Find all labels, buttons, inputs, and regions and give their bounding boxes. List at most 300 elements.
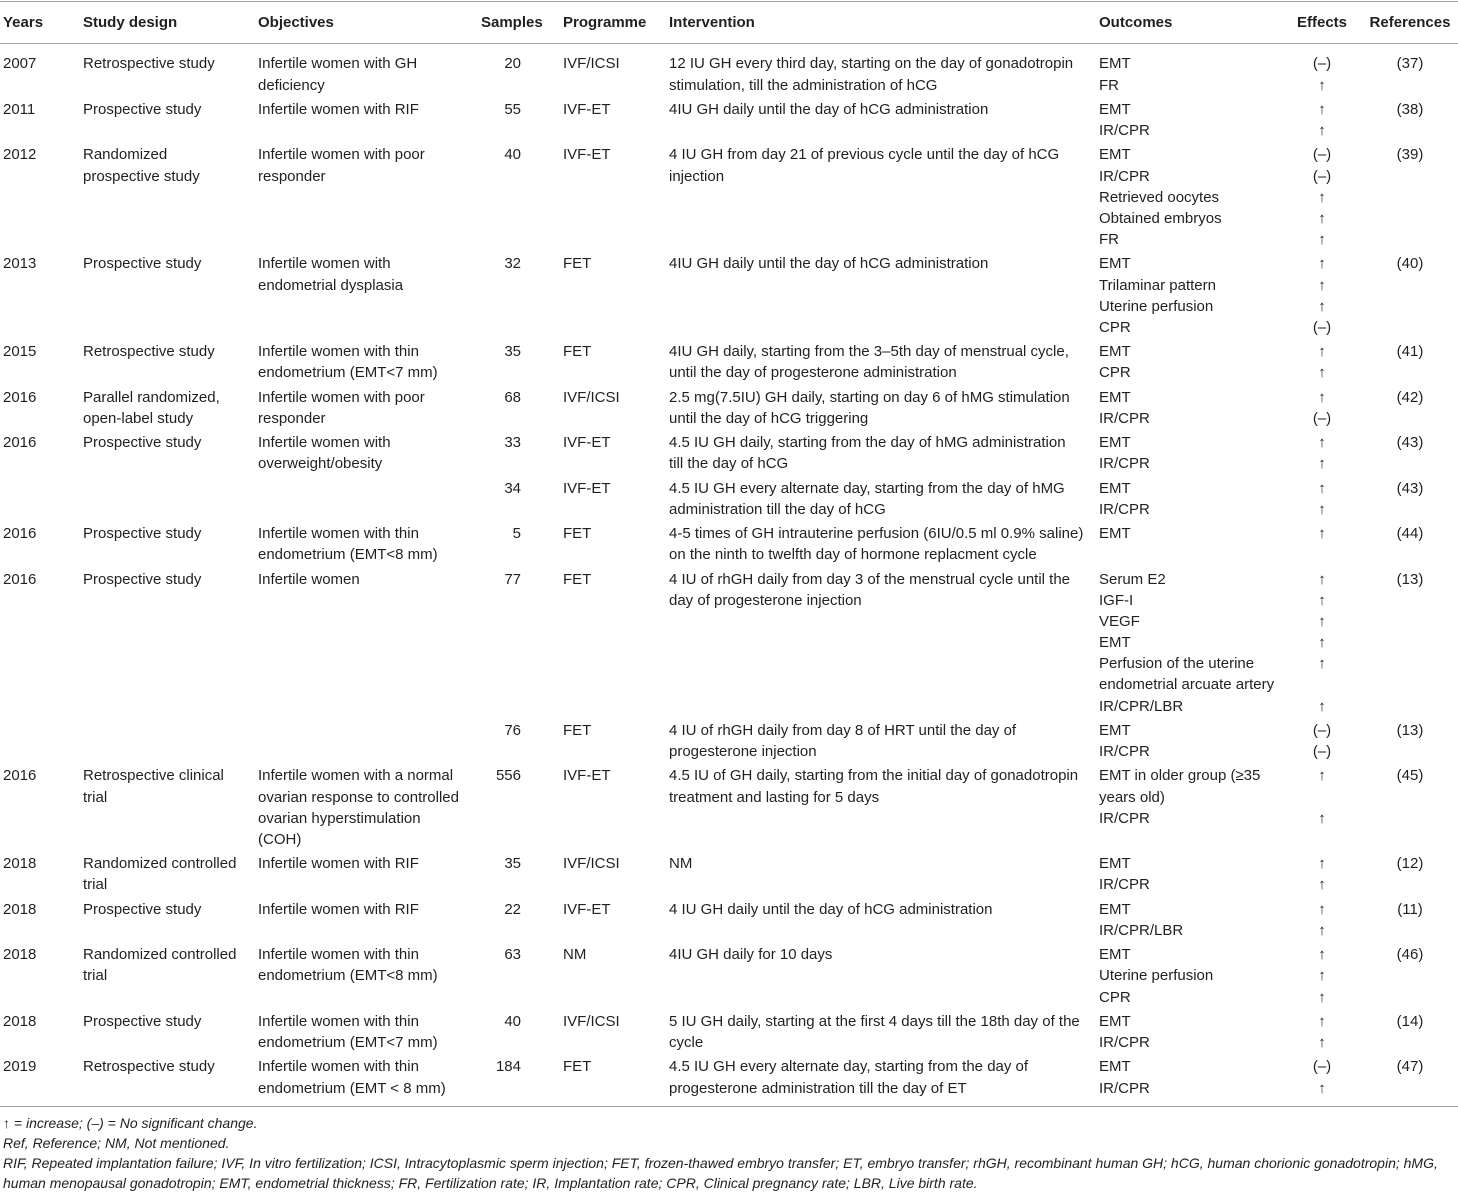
outcome-item bbox=[1099, 432, 1362, 453]
samples-value: 35 bbox=[504, 855, 521, 873]
cell-outcomes-effects bbox=[1099, 899, 1362, 941]
table-row bbox=[0, 144, 1458, 250]
footnote: RIF, Repeated implantation failure; IVF, In vitro fertilization; ICSI, Intracytoplasmic sperm injection; FET, frozen-thawed embryo transfer; ET, embryo transfer; rhGH, recombinant human GH; hCG, human chorionic gonadotropin; hMG, human menopausal gonadotropin; EMT, endometrial thickness; FR, Fertilization rate; IR, Implantation rate; CPR, Clinical pregnancy rate; LBR, Live birth rate. bbox=[3, 1155, 1438, 1192]
row-groups bbox=[480, 1011, 1458, 1053]
intervention-line: 4IU GH daily, starting from the 3–5th day of menstrual cycle, bbox=[669, 343, 1069, 361]
cell-effect bbox=[1282, 1078, 1362, 1099]
objectives-line: ovarian response to controlled bbox=[258, 788, 459, 806]
cell-outcome bbox=[1099, 1056, 1282, 1077]
effect-value: ↑ bbox=[1318, 122, 1326, 140]
effect-value: ↑ bbox=[1318, 946, 1326, 964]
effect-value: ↑ bbox=[1318, 900, 1326, 918]
effect-value: ↑ bbox=[1318, 343, 1326, 361]
cell-reference bbox=[1362, 144, 1458, 165]
reference-value: (37) bbox=[1396, 55, 1424, 73]
study-design-line: trial bbox=[83, 967, 108, 985]
cell-reference bbox=[1362, 1056, 1458, 1077]
effect-value: (–) bbox=[1312, 318, 1332, 336]
cell-outcomes-effects bbox=[1099, 853, 1362, 895]
cell-outcome bbox=[1099, 965, 1282, 986]
cell-study-design bbox=[83, 99, 258, 120]
cell-study-design bbox=[83, 53, 258, 74]
outcome-item bbox=[1099, 317, 1362, 338]
cell-reference bbox=[1362, 720, 1458, 741]
cell-samples bbox=[480, 253, 563, 274]
study-design-line: Retrospective study bbox=[83, 1058, 215, 1076]
cell-effect bbox=[1282, 362, 1362, 383]
cell-outcome bbox=[1099, 275, 1282, 296]
cell-outcome bbox=[1099, 144, 1282, 165]
header-outcomes: Outcomes bbox=[1099, 14, 1173, 31]
cell-effect bbox=[1282, 569, 1362, 590]
outcome-line: Serum E2 bbox=[1099, 570, 1166, 588]
intervention-line: until the day of progesterone administration bbox=[669, 364, 957, 382]
programme-value: IVF-ET bbox=[563, 434, 611, 452]
cell-programme bbox=[563, 899, 669, 920]
cell-study-design bbox=[83, 144, 258, 186]
outcome-item bbox=[1099, 1032, 1362, 1053]
cell-effect bbox=[1282, 144, 1362, 165]
intervention-line: treatment and lasting for 5 days bbox=[669, 788, 880, 806]
outcome-line: Obtained embryos bbox=[1099, 209, 1222, 227]
cell-effect bbox=[1282, 632, 1362, 653]
objectives-line: endometrial dysplasia bbox=[258, 276, 404, 294]
cell-intervention bbox=[669, 144, 1099, 186]
header-samples: Samples bbox=[481, 14, 543, 31]
cell-programme bbox=[563, 144, 669, 165]
objectives-line: Infertile women bbox=[258, 570, 360, 588]
header-intervention: Intervention bbox=[669, 14, 755, 31]
cell-outcome bbox=[1099, 99, 1282, 120]
cell-programme bbox=[563, 253, 669, 274]
cell-year bbox=[0, 253, 83, 274]
reference-value: (14) bbox=[1396, 1012, 1424, 1030]
outcome-item bbox=[1099, 144, 1362, 165]
outcome-item bbox=[1099, 208, 1362, 229]
effect-value: ↑ bbox=[1318, 634, 1326, 652]
cell-year bbox=[0, 1056, 83, 1077]
effect-value: ↑ bbox=[1318, 364, 1326, 382]
cell-effect bbox=[1282, 944, 1362, 965]
table-row bbox=[0, 765, 1458, 850]
effect-value: ↑ bbox=[1318, 876, 1326, 894]
row-groups bbox=[480, 853, 1458, 895]
cell-study-design bbox=[83, 341, 258, 362]
objectives-line: Infertile women with bbox=[258, 434, 391, 452]
objectives-line: responder bbox=[258, 409, 326, 427]
cell-outcomes-effects bbox=[1099, 523, 1362, 544]
cell-reference bbox=[1362, 523, 1458, 544]
effect-value: ↑ bbox=[1318, 525, 1326, 543]
row-groups bbox=[480, 432, 1458, 520]
reference-value: (43) bbox=[1396, 479, 1424, 497]
cell-objectives bbox=[258, 432, 480, 474]
cell-intervention bbox=[669, 341, 1099, 383]
cell-effect bbox=[1282, 187, 1362, 208]
cell-outcome bbox=[1099, 362, 1282, 383]
year-text: 2018 bbox=[3, 900, 37, 918]
cell-effect bbox=[1282, 478, 1362, 499]
outcome-line: EMT bbox=[1099, 946, 1131, 964]
intervention-line: injection bbox=[669, 167, 725, 185]
row-group bbox=[480, 944, 1458, 1008]
cell-outcome bbox=[1099, 408, 1282, 429]
cell-effect bbox=[1282, 853, 1362, 874]
row-groups bbox=[480, 523, 1458, 565]
cell-study-design bbox=[83, 765, 258, 807]
cell-samples bbox=[480, 944, 563, 965]
row-group bbox=[480, 1011, 1458, 1053]
samples-value: 34 bbox=[504, 479, 521, 497]
cell-outcome bbox=[1099, 317, 1282, 338]
cell-study-design bbox=[83, 432, 258, 453]
outcome-line: IR/CPR bbox=[1099, 1034, 1150, 1052]
bottom-rule bbox=[0, 1106, 1458, 1107]
year-text: 2007 bbox=[3, 55, 37, 73]
objectives-line: endometrium (EMT < 8 mm) bbox=[258, 1079, 446, 1097]
outcome-item bbox=[1099, 120, 1362, 141]
year-text: 2016 bbox=[3, 525, 37, 543]
intervention-line: 4 IU GH from day 21 of previous cycle until the day of hCG bbox=[669, 146, 1060, 164]
cell-outcome bbox=[1099, 653, 1282, 695]
cell-outcomes-effects bbox=[1099, 53, 1362, 95]
outcome-line: EMT bbox=[1099, 479, 1131, 497]
header-references: References bbox=[1369, 14, 1451, 31]
cell-outcome bbox=[1099, 75, 1282, 96]
cell-samples bbox=[480, 1056, 563, 1077]
row-group bbox=[480, 341, 1458, 383]
row-group bbox=[480, 720, 1458, 762]
effect-value: (–) bbox=[1312, 721, 1332, 739]
cell-outcome bbox=[1099, 853, 1282, 874]
effect-value: ↑ bbox=[1318, 255, 1326, 273]
year-text: 2018 bbox=[3, 946, 37, 964]
cell-objectives bbox=[258, 523, 480, 565]
cell-study-design bbox=[83, 523, 258, 544]
year-text: 2013 bbox=[3, 255, 37, 273]
cell-year bbox=[0, 899, 83, 920]
study-design-line: Randomized bbox=[83, 146, 168, 164]
cell-programme bbox=[563, 720, 669, 741]
header-years: Years bbox=[3, 14, 44, 31]
year-text: 2016 bbox=[3, 434, 37, 452]
row-group bbox=[480, 53, 1458, 95]
effect-value: (–) bbox=[1312, 1058, 1332, 1076]
header-study-design: Study design bbox=[83, 14, 178, 31]
cell-effect bbox=[1282, 408, 1362, 429]
cell-effect bbox=[1282, 1011, 1362, 1032]
cell-year bbox=[0, 569, 83, 590]
objectives-line: deficiency bbox=[258, 76, 325, 94]
cell-outcome bbox=[1099, 874, 1282, 895]
cell-effect bbox=[1282, 208, 1362, 229]
year-text: 2015 bbox=[3, 343, 37, 361]
cell-effect bbox=[1282, 696, 1362, 717]
cell-samples bbox=[480, 387, 563, 408]
row-groups bbox=[480, 569, 1458, 763]
table-footnotes bbox=[3, 1113, 1455, 1194]
intervention-line: until the day of hCG triggering bbox=[669, 409, 869, 427]
intervention-line: 4.5 IU of GH daily, starting from the initial day of gonadotropin bbox=[669, 767, 1079, 785]
study-design-line: Prospective study bbox=[83, 525, 202, 543]
cell-year bbox=[0, 765, 83, 786]
row-groups bbox=[480, 144, 1458, 250]
outcome-item bbox=[1099, 296, 1362, 317]
year-text: 2016 bbox=[3, 388, 37, 406]
effect-value: ↑ bbox=[1318, 1079, 1326, 1097]
outcome-item bbox=[1099, 611, 1362, 632]
cell-programme bbox=[563, 387, 669, 408]
outcome-item bbox=[1099, 920, 1362, 941]
programme-value: FET bbox=[563, 1058, 592, 1076]
header-objectives: Objectives bbox=[258, 14, 334, 31]
effect-value: ↑ bbox=[1318, 100, 1326, 118]
cell-outcome bbox=[1099, 720, 1282, 741]
cell-intervention bbox=[669, 253, 1099, 274]
reference-value: (12) bbox=[1396, 855, 1424, 873]
row-group bbox=[480, 899, 1458, 941]
programme-value: IVF/ICSI bbox=[563, 388, 620, 406]
cell-outcome bbox=[1099, 341, 1282, 362]
study-design-line: Randomized controlled bbox=[83, 946, 237, 964]
objectives-line: endometrium (EMT<8 mm) bbox=[258, 967, 438, 985]
cell-effect bbox=[1282, 229, 1362, 250]
outcome-item bbox=[1099, 478, 1362, 499]
cell-outcome bbox=[1099, 765, 1282, 807]
cell-programme bbox=[563, 478, 669, 499]
outcome-item bbox=[1099, 75, 1362, 96]
samples-value: 556 bbox=[495, 767, 521, 785]
year-text: 2016 bbox=[3, 767, 37, 785]
effect-value: ↑ bbox=[1318, 479, 1326, 497]
reference-value: (13) bbox=[1396, 721, 1424, 739]
outcome-item bbox=[1099, 453, 1362, 474]
cell-outcome bbox=[1099, 229, 1282, 250]
cell-outcomes-effects bbox=[1099, 99, 1362, 141]
objectives-line: endometrium (EMT<7 mm) bbox=[258, 1034, 438, 1052]
outcome-item bbox=[1099, 523, 1362, 544]
cell-programme bbox=[563, 1011, 669, 1032]
outcome-line: CPR bbox=[1099, 318, 1131, 336]
cell-objectives bbox=[258, 899, 480, 920]
cell-outcomes-effects bbox=[1099, 144, 1362, 250]
programme-value: IVF-ET bbox=[563, 146, 611, 164]
outcome-item bbox=[1099, 853, 1362, 874]
effect-value: ↑ bbox=[1318, 591, 1326, 609]
objectives-line: Infertile women with bbox=[258, 255, 391, 273]
intervention-line: 4 IU GH daily until the day of hCG administration bbox=[669, 900, 993, 918]
study-design-line: Retrospective clinical bbox=[83, 767, 224, 785]
table-row bbox=[0, 853, 1458, 895]
outcome-item bbox=[1099, 590, 1362, 611]
objectives-line: Infertile women with RIF bbox=[258, 855, 419, 873]
row-groups bbox=[480, 387, 1458, 429]
cell-effect bbox=[1282, 611, 1362, 632]
objectives-line: responder bbox=[258, 167, 326, 185]
samples-value: 184 bbox=[495, 1058, 521, 1076]
outcome-line: IR/CPR/LBR bbox=[1099, 697, 1184, 715]
cell-effect bbox=[1282, 590, 1362, 611]
cell-year bbox=[0, 944, 83, 965]
row-groups bbox=[480, 99, 1458, 141]
cell-objectives bbox=[258, 765, 480, 850]
outcome-line: EMT bbox=[1099, 343, 1131, 361]
reference-value: (45) bbox=[1396, 767, 1424, 785]
cell-effect bbox=[1282, 432, 1362, 453]
intervention-line: on the ninth to twelfth day of hormone replacment cycle bbox=[669, 546, 1037, 564]
cell-reference bbox=[1362, 569, 1458, 590]
outcome-item bbox=[1099, 808, 1362, 829]
intervention-line: day of progesterone injection bbox=[669, 591, 862, 609]
cell-programme bbox=[563, 944, 669, 965]
objectives-line: Infertile women with thin bbox=[258, 1058, 419, 1076]
cell-reference bbox=[1362, 944, 1458, 965]
row-group bbox=[480, 99, 1458, 141]
outcome-line: FR bbox=[1099, 76, 1119, 94]
cell-effect bbox=[1282, 275, 1362, 296]
outcome-line: EMT bbox=[1099, 1012, 1131, 1030]
outcome-line: EMT in older group (≥35 bbox=[1099, 767, 1261, 785]
objectives-line: Infertile women with thin bbox=[258, 343, 419, 361]
study-design-line: prospective study bbox=[83, 167, 200, 185]
header-row bbox=[0, 2, 1458, 43]
cell-samples bbox=[480, 899, 563, 920]
cell-outcomes-effects bbox=[1099, 569, 1362, 717]
cell-effect bbox=[1282, 741, 1362, 762]
reference-value: (43) bbox=[1396, 434, 1424, 452]
cell-reference bbox=[1362, 478, 1458, 499]
study-design-line: Parallel randomized, bbox=[83, 388, 220, 406]
cell-effect bbox=[1282, 899, 1362, 920]
cell-year bbox=[0, 144, 83, 165]
programme-value: IVF/ICSI bbox=[563, 55, 620, 73]
table-row bbox=[0, 341, 1458, 383]
cell-programme bbox=[563, 53, 669, 74]
effect-value: (–) bbox=[1312, 167, 1332, 185]
outcome-item bbox=[1099, 569, 1362, 590]
outcome-line: Uterine perfusion bbox=[1099, 297, 1214, 315]
cell-effect bbox=[1282, 453, 1362, 474]
programme-value: FET bbox=[563, 343, 592, 361]
reference-value: (40) bbox=[1396, 255, 1424, 273]
study-design-line: trial bbox=[83, 788, 108, 806]
cell-outcomes-effects bbox=[1099, 253, 1362, 338]
intervention-line: 4.5 IU GH daily, starting from the day of hMG administration bbox=[669, 434, 1066, 452]
outcome-line: IGF-I bbox=[1099, 591, 1134, 609]
intervention-line: 4.5 IU GH every alternate day, starting from the day of hMG bbox=[669, 479, 1065, 497]
samples-value: 77 bbox=[504, 570, 521, 588]
outcome-item bbox=[1099, 632, 1362, 653]
cell-samples bbox=[480, 853, 563, 874]
outcome-item bbox=[1099, 387, 1362, 408]
cell-study-design bbox=[83, 853, 258, 895]
cell-outcome bbox=[1099, 987, 1282, 1008]
samples-value: 35 bbox=[504, 343, 521, 361]
outcome-line: IR/CPR bbox=[1099, 409, 1150, 427]
table-row bbox=[0, 569, 1458, 763]
outcome-item bbox=[1099, 275, 1362, 296]
cell-samples bbox=[480, 1011, 563, 1032]
samples-value: 33 bbox=[504, 434, 521, 452]
year-text: 2012 bbox=[3, 146, 37, 164]
samples-value: 55 bbox=[504, 100, 521, 118]
cell-effect bbox=[1282, 1056, 1362, 1077]
intervention-line: 4IU GH daily until the day of hCG administration bbox=[669, 255, 989, 273]
samples-value: 40 bbox=[504, 146, 521, 164]
table-row bbox=[0, 899, 1458, 941]
outcome-item bbox=[1099, 362, 1362, 383]
header-effects: Effects bbox=[1296, 14, 1348, 31]
cell-effect bbox=[1282, 720, 1362, 741]
cell-samples bbox=[480, 341, 563, 362]
cell-objectives bbox=[258, 253, 480, 295]
cell-intervention bbox=[669, 765, 1099, 807]
cell-outcome bbox=[1099, 569, 1282, 590]
programme-value: IVF-ET bbox=[563, 479, 611, 497]
outcome-line: FR bbox=[1099, 231, 1119, 249]
cell-outcome bbox=[1099, 808, 1282, 829]
outcome-item bbox=[1099, 499, 1362, 520]
outcome-line: CPR bbox=[1099, 988, 1131, 1006]
effect-value: ↑ bbox=[1318, 855, 1326, 873]
cell-objectives bbox=[258, 1056, 480, 1098]
outcome-item bbox=[1099, 99, 1362, 120]
programme-value: FET bbox=[563, 721, 592, 739]
intervention-line: 4-5 times of GH intrauterine perfusion (6IU/0.5 ml 0.9% saline) bbox=[669, 525, 1084, 543]
cell-programme bbox=[563, 523, 669, 544]
cell-outcome bbox=[1099, 523, 1282, 544]
row-groups bbox=[480, 53, 1458, 95]
cell-samples bbox=[480, 569, 563, 590]
cell-outcome bbox=[1099, 53, 1282, 74]
cell-outcome bbox=[1099, 741, 1282, 762]
reference-value: (13) bbox=[1396, 570, 1424, 588]
outcome-item bbox=[1099, 741, 1362, 762]
cell-outcome bbox=[1099, 611, 1282, 632]
intervention-line: 4 IU of rhGH daily from day 3 of the menstrual cycle until the bbox=[669, 570, 1071, 588]
cell-outcome bbox=[1099, 208, 1282, 229]
header-programme: Programme bbox=[563, 14, 647, 31]
cell-reference bbox=[1362, 765, 1458, 786]
cell-reference bbox=[1362, 99, 1458, 120]
cell-samples bbox=[480, 99, 563, 120]
effect-value: ↑ bbox=[1318, 570, 1326, 588]
objectives-line: Infertile women with thin bbox=[258, 946, 419, 964]
cell-study-design bbox=[83, 569, 258, 590]
study-design-line: Prospective study bbox=[83, 900, 202, 918]
cell-outcome bbox=[1099, 453, 1282, 474]
cell-outcome bbox=[1099, 590, 1282, 611]
row-group bbox=[480, 569, 1458, 717]
cell-reference bbox=[1362, 432, 1458, 453]
effect-value: ↑ bbox=[1318, 921, 1326, 939]
footnote: Ref, Reference; NM, Not mentioned. bbox=[3, 1134, 230, 1151]
intervention-line: till the day of hCG bbox=[669, 455, 789, 473]
outcome-line: years old) bbox=[1099, 788, 1165, 806]
effect-value: ↑ bbox=[1318, 388, 1326, 406]
cell-outcome bbox=[1099, 1078, 1282, 1099]
outcome-line: IR/CPR bbox=[1099, 455, 1150, 473]
outcome-line: Uterine perfusion bbox=[1099, 967, 1214, 985]
cell-objectives bbox=[258, 53, 480, 95]
samples-value: 76 bbox=[504, 721, 521, 739]
cell-intervention bbox=[669, 523, 1099, 565]
cell-effect bbox=[1282, 920, 1362, 941]
effect-value: (–) bbox=[1312, 743, 1332, 761]
outcome-item bbox=[1099, 341, 1362, 362]
outcome-line: EMT bbox=[1099, 255, 1131, 273]
table-body bbox=[0, 53, 1458, 1101]
